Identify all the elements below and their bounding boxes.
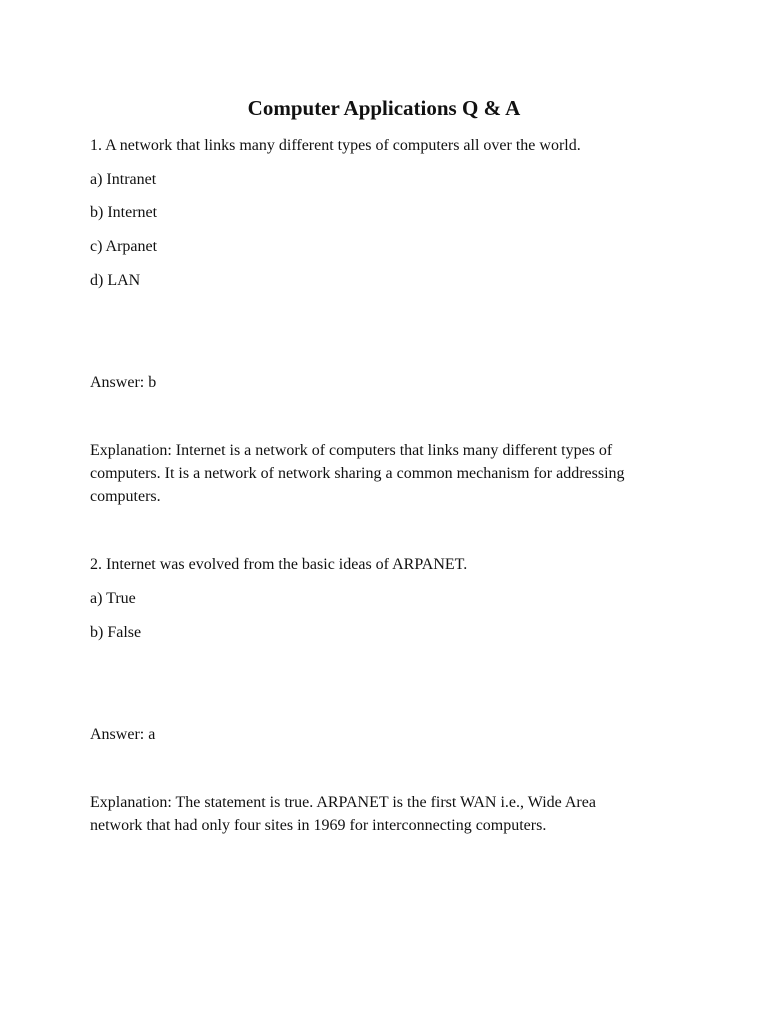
question-2-explanation [90, 791, 690, 837]
question-2-answer: Answer: a [90, 726, 156, 743]
explanation-line: network that had only four sites in 1969 for interconnecting computers. [90, 817, 547, 834]
question-2-text: 2. Internet was evolved from the basic ideas of ARPANET. [90, 556, 468, 573]
question-2-option-b: b) False [90, 624, 142, 641]
question-1-explanation [90, 439, 690, 508]
question-2-option-a: a) True [90, 590, 136, 607]
question-1-option-d: d) LAN [90, 272, 141, 289]
question-1-option-a: a) Intranet [90, 171, 157, 188]
question-1-answer: Answer: b [90, 374, 157, 391]
explanation-line: computers. It is a network of network sharing a common mechanism for addressing [90, 465, 625, 482]
page-title: Computer Applications Q & A [247, 96, 521, 120]
explanation-line: Explanation: Internet is a network of computers that links many different types of [90, 442, 613, 459]
question-1-text: 1. A network that links many different types of computers all over the world. [90, 137, 581, 154]
explanation-line: computers. [90, 488, 161, 505]
question-1-option-c: c) Arpanet [90, 238, 158, 255]
question-1-option-b: b) Internet [90, 204, 158, 221]
explanation-line: Explanation: The statement is true. ARPANET is the first WAN i.e., Wide Area [90, 794, 596, 811]
